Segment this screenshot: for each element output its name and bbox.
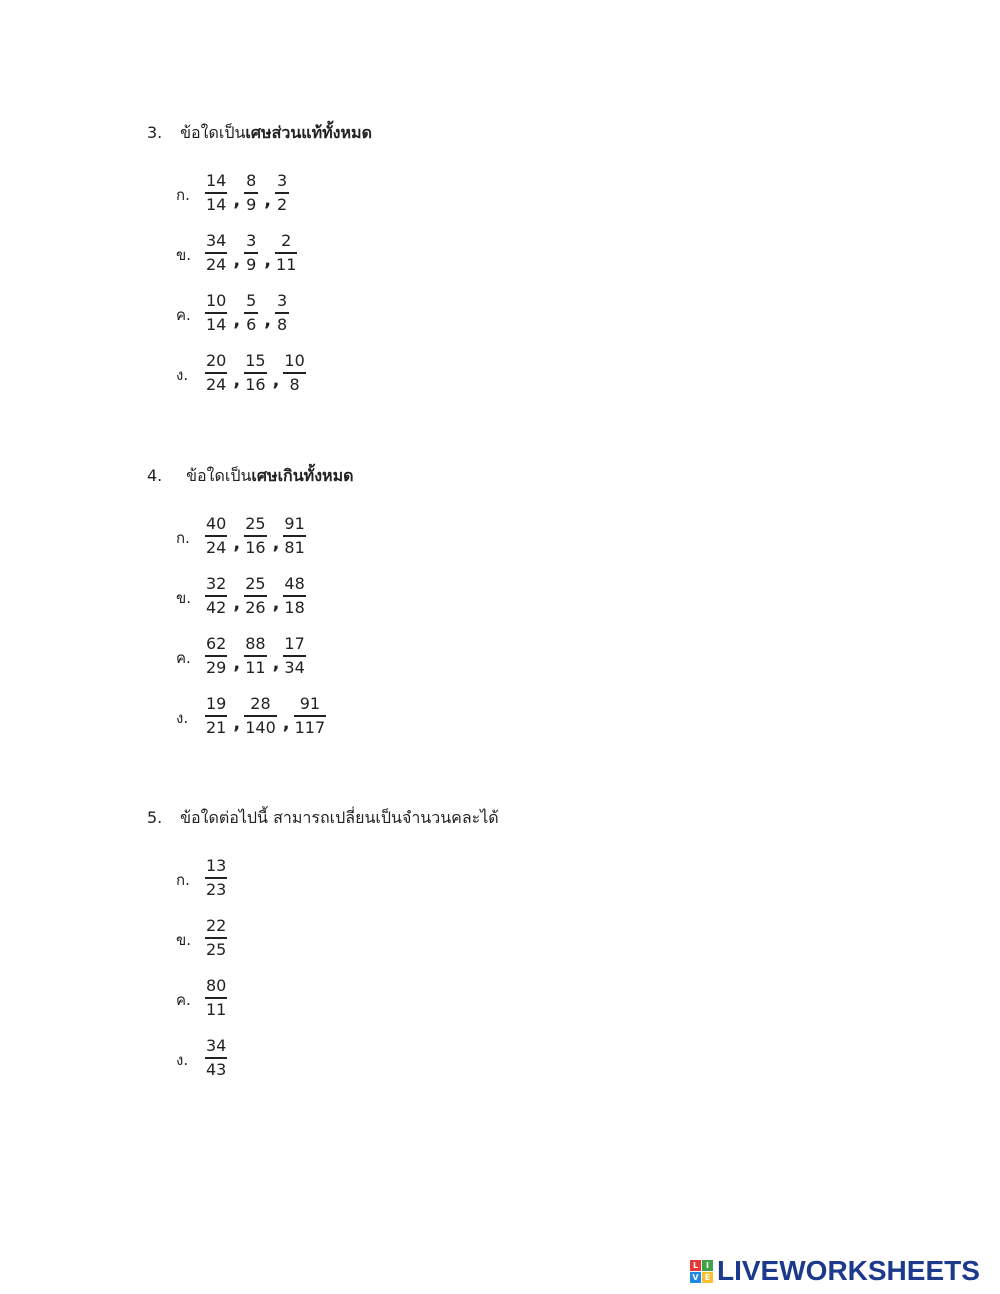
logo-text: LIVEWORKSHEETS: [717, 1255, 980, 1286]
fraction-denominator: 21: [206, 718, 227, 737]
fraction-denominator: 42: [206, 598, 227, 617]
fraction-separator: ,: [233, 369, 241, 391]
fraction-denominator: 2: [276, 195, 288, 214]
fraction-list: [205, 1032, 227, 1084]
fraction: [244, 290, 258, 336]
option-letter: ง.: [176, 709, 189, 727]
logo-icon-letter: V: [690, 1272, 701, 1283]
question-3: [147, 121, 907, 407]
question-number: 5.: [147, 808, 163, 827]
fraction-numerator: 40: [206, 514, 227, 533]
option-row[interactable]: [147, 287, 907, 347]
fraction: [275, 290, 289, 336]
fraction: [275, 170, 289, 216]
fraction-numerator: 8: [246, 171, 257, 190]
fraction-numerator: 34: [206, 1036, 227, 1055]
fraction-separator: ,: [264, 189, 272, 211]
fraction-separator: ,: [272, 369, 280, 391]
fraction-denominator: 23: [206, 880, 227, 899]
fraction-denominator: 24: [206, 538, 227, 557]
option-letter: ก.: [176, 529, 190, 547]
fraction-separator: ,: [233, 309, 241, 331]
option-row[interactable]: [147, 852, 907, 912]
fraction-denominator: 43: [206, 1060, 227, 1079]
fraction-numerator: 5: [246, 291, 257, 310]
fraction-list: [205, 227, 297, 279]
fraction-denominator: 9: [246, 195, 257, 214]
fraction-separator: ,: [272, 652, 280, 674]
fraction-denominator: 14: [206, 315, 227, 334]
answer-options: [147, 510, 907, 750]
option-row[interactable]: [147, 570, 907, 630]
option-letter: ก.: [176, 871, 190, 889]
fraction-denominator: 29: [206, 658, 227, 677]
fraction-denominator: 11: [276, 255, 297, 274]
fraction-numerator: 34: [206, 231, 227, 250]
fraction-denominator: 9: [246, 255, 257, 274]
fraction-list: [205, 167, 289, 219]
fraction: [205, 1035, 227, 1081]
fraction-separator: ,: [264, 249, 272, 271]
option-letter: ข.: [176, 589, 192, 607]
fraction-separator: ,: [233, 249, 241, 271]
question-header: [147, 806, 907, 830]
fraction: [283, 350, 305, 396]
fraction-numerator: 10: [206, 291, 227, 310]
question-header: [147, 121, 907, 145]
fraction-denominator: 8: [289, 375, 300, 394]
fraction-separator: ,: [272, 592, 280, 614]
fraction-denominator: 24: [206, 375, 227, 394]
fraction: [244, 230, 258, 276]
fraction-numerator: 25: [245, 574, 266, 593]
fraction: [205, 170, 227, 216]
fraction: [205, 915, 227, 961]
option-letter: ง.: [176, 366, 189, 384]
fraction-separator: ,: [264, 309, 272, 331]
fraction: [205, 633, 227, 679]
fraction-denominator: 140: [245, 718, 276, 737]
fraction: [205, 855, 227, 901]
fraction-numerator: 48: [284, 574, 305, 593]
fraction-list: [205, 972, 227, 1024]
fraction: [283, 573, 305, 619]
fraction-separator: ,: [233, 712, 241, 734]
answer-options: [147, 167, 907, 407]
fraction-numerator: 14: [206, 171, 227, 190]
option-row[interactable]: [147, 630, 907, 690]
fraction-denominator: 25: [206, 940, 227, 959]
fraction-numerator: 3: [276, 171, 288, 190]
question-number: 3.: [147, 123, 163, 142]
fraction: [205, 350, 227, 396]
logo-icon-letter: L: [690, 1260, 701, 1271]
fraction: [244, 633, 266, 679]
option-row[interactable]: [147, 227, 907, 287]
fraction: [275, 230, 297, 276]
question-4: [147, 464, 907, 750]
option-row[interactable]: [147, 167, 907, 227]
fraction-numerator: 13: [206, 856, 227, 875]
fraction-numerator: 22: [206, 916, 227, 935]
fraction-numerator: 17: [284, 634, 305, 653]
fraction-denominator: 117: [294, 718, 326, 737]
fraction-separator: ,: [282, 712, 290, 734]
fraction-denominator: 16: [245, 375, 266, 394]
fraction-numerator: 32: [206, 574, 227, 593]
fraction-list: [205, 852, 227, 904]
fraction-numerator: 80: [206, 976, 227, 995]
fraction-separator: ,: [233, 189, 241, 211]
logo-icon: [690, 1260, 713, 1283]
fraction-numerator: 20: [206, 351, 227, 370]
option-letter: ก.: [176, 186, 190, 204]
fraction-numerator: 28: [250, 694, 271, 713]
fraction: [244, 693, 277, 739]
fraction-numerator: 19: [206, 694, 227, 713]
fraction-list: [205, 570, 306, 622]
fraction: [244, 573, 266, 619]
fraction: [283, 513, 305, 559]
fraction: [283, 633, 305, 679]
option-letter: ค.: [176, 991, 191, 1009]
question-header: [147, 464, 907, 488]
option-row[interactable]: [147, 690, 907, 750]
fraction-numerator: 3: [246, 231, 257, 250]
fraction-denominator: 14: [206, 195, 227, 214]
fraction-separator: ,: [233, 532, 241, 554]
question-text: ข้อใดเป็นเศษเกินทั้งหมด: [186, 466, 354, 485]
option-row[interactable]: [147, 912, 907, 972]
fraction: [205, 513, 227, 559]
option-letter: ข.: [176, 246, 192, 264]
fraction-list: [205, 630, 306, 682]
liveworksheets-logo: [690, 1255, 980, 1287]
fraction-list: [205, 912, 227, 964]
option-letter: ข.: [176, 931, 192, 949]
fraction-list: [205, 690, 326, 742]
fraction-denominator: 24: [206, 255, 227, 274]
fraction-numerator: 15: [245, 351, 266, 370]
fraction-denominator: 81: [284, 538, 305, 557]
fraction-list: [205, 287, 289, 339]
question-text: ข้อใดเป็นเศษส่วนแท้ทั้งหมด: [180, 123, 372, 142]
fraction: [294, 693, 327, 739]
option-row[interactable]: [147, 347, 907, 407]
fraction-numerator: 62: [206, 634, 227, 653]
fraction: [205, 975, 227, 1021]
logo-icon-letter: E: [702, 1272, 713, 1283]
fraction-list: [205, 347, 306, 399]
fraction-numerator: 2: [281, 231, 292, 250]
fraction-numerator: 10: [284, 351, 305, 370]
question-text: ข้อใดต่อไปนี้ สามารถเปลี่ยนเป็นจำนวนคละได้: [180, 808, 499, 827]
fraction-denominator: 34: [284, 658, 305, 677]
option-row[interactable]: [147, 1032, 907, 1092]
fraction-denominator: 18: [284, 598, 305, 617]
fraction-denominator: 16: [245, 538, 266, 557]
logo-icon-letter: I: [702, 1260, 713, 1271]
answer-options: [147, 852, 907, 1092]
fraction-denominator: 11: [206, 1000, 227, 1019]
fraction: [205, 573, 227, 619]
fraction-denominator: 6: [246, 315, 257, 334]
fraction-numerator: 3: [276, 291, 288, 310]
fraction: [244, 350, 266, 396]
fraction-list: [205, 510, 306, 562]
option-letter: ค.: [176, 649, 191, 667]
fraction-numerator: 88: [245, 634, 266, 653]
option-letter: ง.: [176, 1051, 189, 1069]
fraction: [244, 513, 266, 559]
fraction-denominator: 11: [245, 658, 266, 677]
question-number: 4.: [147, 466, 163, 485]
option-letter: ค.: [176, 306, 191, 324]
fraction-separator: ,: [233, 652, 241, 674]
option-row[interactable]: [147, 510, 907, 570]
fraction-numerator: 25: [245, 514, 266, 533]
fraction: [205, 693, 227, 739]
fraction-numerator: 91: [299, 694, 321, 713]
fraction-denominator: 8: [276, 315, 288, 334]
option-row[interactable]: [147, 972, 907, 1032]
fraction-numerator: 91: [284, 514, 305, 533]
fraction-separator: ,: [272, 532, 280, 554]
fraction-denominator: 26: [245, 598, 266, 617]
question-5: [147, 806, 907, 1092]
fraction: [205, 230, 227, 276]
fraction: [244, 170, 258, 216]
fraction-separator: ,: [233, 592, 241, 614]
fraction: [205, 290, 227, 336]
